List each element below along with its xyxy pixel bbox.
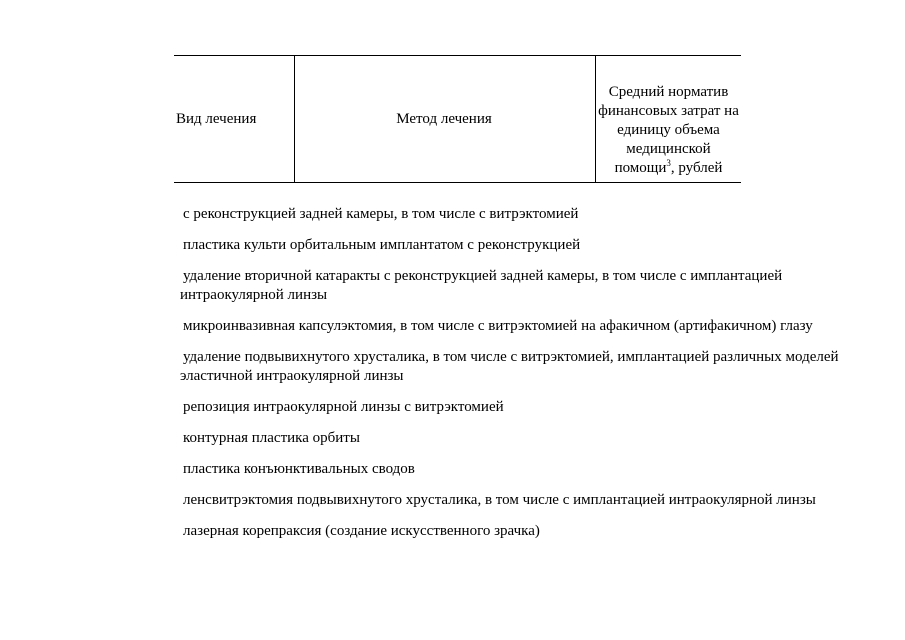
- list-item: микроинвазивная капсулэктомия, в том числе с витрэктомией на афакичном (артифакичном) глазу: [183, 318, 813, 334]
- column-header-treatment-type: [174, 56, 295, 182]
- list-item: лазерная корепраксия (создание искусственного зрачка): [183, 523, 540, 539]
- list-item: ленсвитрэктомия подвывихнутого хрусталика, в том числе с имплантацией интраокулярной линзы: [183, 492, 816, 508]
- column-header-average-cost: [596, 56, 741, 182]
- list-item: удаление вторичной катаракты с реконструкцией задней камеры, в том числе с имплантацией интраокулярной линзы: [180, 268, 783, 303]
- list-item: пластика культи орбитальным имплантатом с реконструкцией: [183, 237, 581, 253]
- list-item: пластика конъюнктивальных сводов: [183, 461, 415, 477]
- list-item: с реконструкцией задней камеры, в том числе с витрэктомией: [183, 206, 579, 222]
- list-item: репозиция интраокулярной линзы с витрэктомией: [183, 399, 504, 415]
- footnote-marker: 3: [666, 157, 671, 168]
- list-item: контурная пластика орбиты: [183, 430, 360, 446]
- list-item: удаление подвывихнутого хрусталика, в том числе с витрэктомией, имплантацией различных моделей эластичной интраокулярной линзы: [180, 349, 839, 384]
- column-header-average-cost-label: Средний норматив финансовых затрат на единицу объема медицинской помощи: [598, 83, 739, 176]
- column-header-treatment-method-label: Метод лечения: [396, 110, 492, 127]
- treatment-method-list: [180, 205, 860, 553]
- column-header-average-cost-text: [596, 83, 741, 178]
- column-header-average-cost-unit: , рублей: [670, 159, 723, 176]
- column-header-treatment-method: [293, 56, 596, 182]
- table-header: [174, 55, 741, 183]
- column-header-treatment-type-label: Вид лечения: [176, 110, 257, 127]
